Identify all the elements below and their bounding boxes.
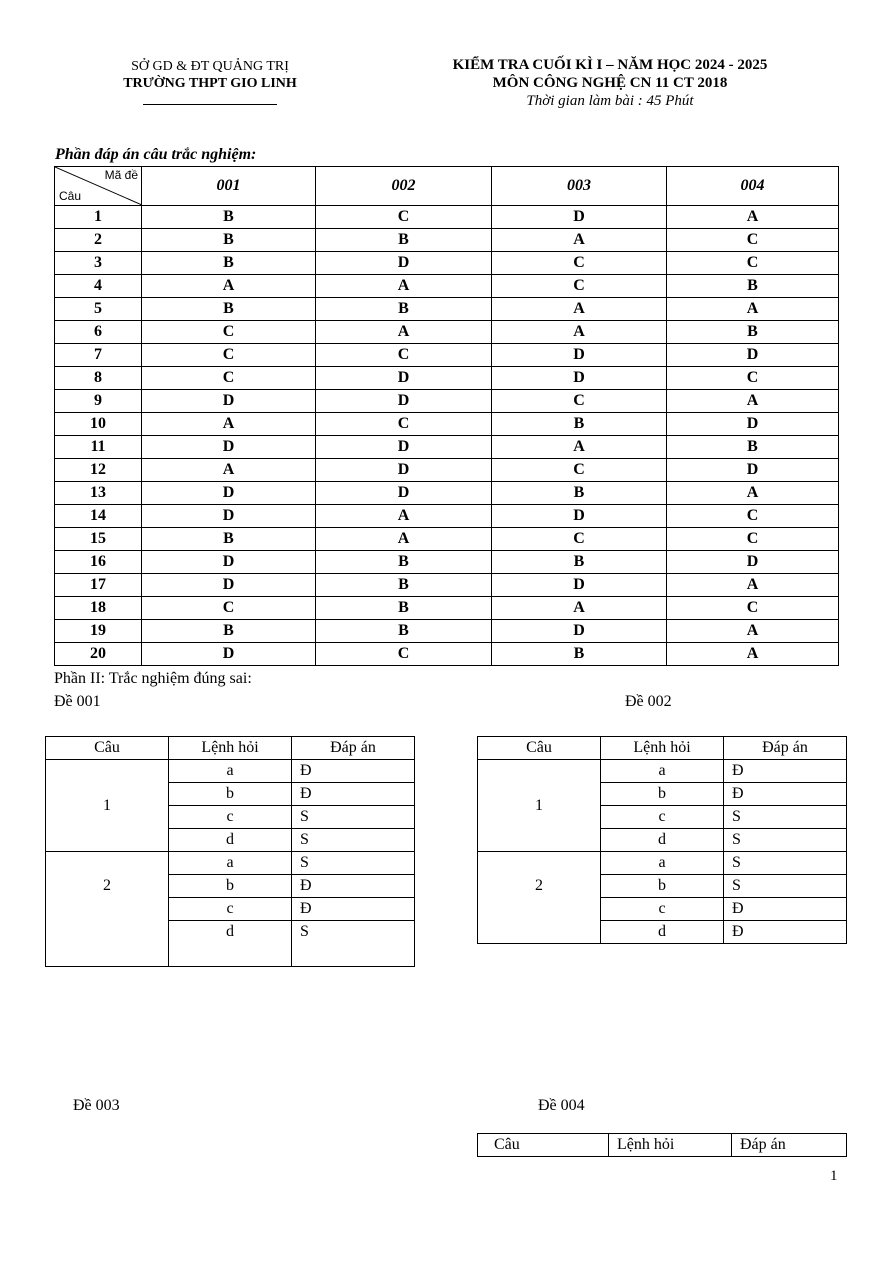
- answer-cell: D: [316, 459, 492, 482]
- question-number: 1: [55, 206, 142, 229]
- question-number: 3: [55, 252, 142, 275]
- answer-cell: S: [724, 852, 847, 875]
- answer-cell: A: [316, 528, 492, 551]
- answer-cell: C: [492, 390, 667, 413]
- table-row: [55, 252, 839, 275]
- answer-cell: C: [492, 275, 667, 298]
- col-header: Đáp án: [724, 737, 847, 760]
- answer-cell: Đ: [292, 898, 415, 921]
- sub-question: b: [601, 875, 724, 898]
- table-row: [55, 344, 839, 367]
- answer-cell: A: [316, 321, 492, 344]
- table-row: [55, 505, 839, 528]
- sub-question: b: [169, 783, 292, 806]
- sub-question: a: [169, 760, 292, 783]
- answer-cell: C: [142, 597, 316, 620]
- answer-cell: D: [667, 459, 839, 482]
- de002-label: Đề 002: [625, 693, 672, 710]
- answer-cell: C: [667, 229, 839, 252]
- answer-cell: B: [492, 482, 667, 505]
- answer-cell: C: [492, 528, 667, 551]
- question-number: 13: [55, 482, 142, 505]
- answer-cell: C: [316, 413, 492, 436]
- sub-question: b: [169, 875, 292, 898]
- part2-title: Phần II: Trắc nghiệm đúng sai:: [54, 670, 252, 687]
- question-number: 14: [55, 505, 142, 528]
- answer-cell: S: [724, 829, 847, 852]
- table-header-row: [478, 737, 847, 760]
- answer-cell: D: [316, 482, 492, 505]
- table-row: [55, 275, 839, 298]
- answer-cell: D: [142, 436, 316, 459]
- question-number: 15: [55, 528, 142, 551]
- col-header: Câu: [478, 1134, 609, 1157]
- answer-cell: A: [492, 597, 667, 620]
- answer-cell: D: [316, 390, 492, 413]
- answer-cell: A: [142, 459, 316, 482]
- answer-cell: B: [316, 229, 492, 252]
- sub-question: d: [169, 921, 292, 967]
- de002-tf-table: [477, 736, 847, 944]
- sub-question: d: [169, 829, 292, 852]
- question-number: 7: [55, 344, 142, 367]
- table-row: [55, 321, 839, 344]
- answer-cell: B: [492, 413, 667, 436]
- table-row: [55, 229, 839, 252]
- header-divider: [143, 104, 277, 105]
- answer-cell: B: [667, 436, 839, 459]
- table-row: [55, 597, 839, 620]
- answer-cell: D: [492, 344, 667, 367]
- exam-title: KIỂM TRA CUỐI KÌ I – NĂM HỌC 2024 - 2025: [452, 57, 768, 73]
- answer-cell: A: [667, 643, 839, 666]
- answer-cell: S: [292, 829, 415, 852]
- col-header: Đáp án: [732, 1134, 847, 1157]
- answer-cell: S: [292, 806, 415, 829]
- answer-cell: Đ: [724, 921, 847, 944]
- question-number: 9: [55, 390, 142, 413]
- school-name: TRƯỜNG THPT GIO LINH: [123, 76, 297, 91]
- answer-cell: C: [667, 528, 839, 551]
- table-row: [55, 206, 839, 229]
- answer-cell: A: [316, 505, 492, 528]
- table-row: [55, 390, 839, 413]
- corner-cell: [55, 167, 142, 206]
- code-header: 003: [492, 167, 667, 206]
- table-header-row: [478, 1134, 847, 1157]
- answer-cell: A: [667, 574, 839, 597]
- de004-label: Đề 004: [538, 1097, 585, 1114]
- part1-title: Phần đáp án câu trắc nghiệm:: [55, 146, 257, 163]
- question-number: 16: [55, 551, 142, 574]
- mcq-answer-table: [54, 166, 839, 666]
- answer-cell: C: [142, 367, 316, 390]
- answer-cell: D: [316, 252, 492, 275]
- answer-cell: B: [316, 551, 492, 574]
- answer-cell: C: [142, 321, 316, 344]
- table-row: [55, 551, 839, 574]
- answer-cell: S: [724, 806, 847, 829]
- answer-cell: Đ: [724, 783, 847, 806]
- question-number: 8: [55, 367, 142, 390]
- exam-duration: Thời gian làm bài : 45 Phút: [526, 93, 694, 109]
- answer-cell: B: [667, 275, 839, 298]
- table-row: [55, 367, 839, 390]
- answer-cell: D: [667, 344, 839, 367]
- answer-cell: A: [667, 620, 839, 643]
- sub-question: c: [601, 898, 724, 921]
- answer-cell: C: [667, 505, 839, 528]
- answer-cell: B: [316, 298, 492, 321]
- answer-cell: Đ: [292, 875, 415, 898]
- answer-cell: Đ: [292, 783, 415, 806]
- answer-cell: D: [142, 505, 316, 528]
- answer-cell: D: [492, 574, 667, 597]
- table-row: [478, 852, 847, 875]
- sub-question: a: [601, 760, 724, 783]
- question-number: 2: [478, 852, 601, 944]
- table-row: [478, 760, 847, 783]
- de004-tf-table: [477, 1133, 847, 1157]
- answer-cell: D: [492, 206, 667, 229]
- answer-cell: C: [667, 597, 839, 620]
- answer-cell: B: [492, 643, 667, 666]
- answer-cell: Đ: [724, 760, 847, 783]
- answer-cell: D: [492, 505, 667, 528]
- answer-cell: S: [724, 875, 847, 898]
- answer-cell: S: [292, 852, 415, 875]
- exam-header: [380, 56, 840, 110]
- answer-cell: B: [492, 551, 667, 574]
- answer-cell: C: [492, 252, 667, 275]
- sub-question: d: [601, 921, 724, 944]
- question-number: 20: [55, 643, 142, 666]
- answer-cell: C: [492, 459, 667, 482]
- department-name: SỞ GD & ĐT QUẢNG TRỊ: [131, 59, 289, 74]
- question-number: 4: [55, 275, 142, 298]
- code-header: 004: [667, 167, 839, 206]
- col-header: Lệnh hỏi: [169, 737, 292, 760]
- answer-cell: A: [667, 298, 839, 321]
- answer-cell: A: [667, 482, 839, 505]
- sub-question: a: [601, 852, 724, 875]
- answer-cell: B: [142, 252, 316, 275]
- answer-cell: D: [142, 390, 316, 413]
- table-header-row: [46, 737, 415, 760]
- question-number: 1: [46, 760, 169, 852]
- col-header: Lệnh hỏi: [609, 1134, 732, 1157]
- table-row: [55, 643, 839, 666]
- sub-question: c: [169, 898, 292, 921]
- corner-question-label: Câu: [59, 189, 82, 203]
- table-row: [55, 528, 839, 551]
- table-row: [55, 620, 839, 643]
- question-number: 19: [55, 620, 142, 643]
- answer-cell: D: [316, 436, 492, 459]
- de001-tf-table: [45, 736, 415, 967]
- answer-cell: A: [142, 413, 316, 436]
- answer-cell: D: [492, 367, 667, 390]
- answer-cell: B: [667, 321, 839, 344]
- answer-cell: D: [142, 482, 316, 505]
- answer-cell: C: [667, 252, 839, 275]
- answer-cell: B: [142, 298, 316, 321]
- table-row: [55, 482, 839, 505]
- answer-cell: A: [667, 390, 839, 413]
- question-number: 10: [55, 413, 142, 436]
- answer-cell: D: [492, 620, 667, 643]
- answer-cell: B: [142, 229, 316, 252]
- answer-cell: C: [316, 206, 492, 229]
- sub-question: b: [601, 783, 724, 806]
- school-header: [70, 58, 350, 105]
- table-row: [46, 760, 415, 783]
- corner-code-label: Mã đề: [104, 168, 138, 182]
- answer-cell: A: [492, 298, 667, 321]
- col-header: Câu: [46, 737, 169, 760]
- de001-label: Đề 001: [54, 693, 101, 710]
- answer-cell: A: [492, 321, 667, 344]
- question-number: 2: [55, 229, 142, 252]
- question-number: 17: [55, 574, 142, 597]
- code-header: 001: [142, 167, 316, 206]
- answer-cell: D: [142, 574, 316, 597]
- answer-cell: C: [316, 643, 492, 666]
- question-number: 12: [55, 459, 142, 482]
- sub-question: a: [169, 852, 292, 875]
- question-number: 2: [46, 852, 169, 967]
- table-header-row: [55, 167, 839, 206]
- question-number: 5: [55, 298, 142, 321]
- table-row: [55, 459, 839, 482]
- code-header: 002: [316, 167, 492, 206]
- table-row: [55, 298, 839, 321]
- table-row: [55, 413, 839, 436]
- subject-title: MÔN CÔNG NGHỆ CN 11 CT 2018: [492, 75, 728, 91]
- col-header: Đáp án: [292, 737, 415, 760]
- de003-label: Đề 003: [73, 1097, 120, 1114]
- answer-cell: A: [142, 275, 316, 298]
- answer-cell: C: [667, 367, 839, 390]
- answer-cell: B: [316, 620, 492, 643]
- answer-cell: Đ: [292, 760, 415, 783]
- question-number: 11: [55, 436, 142, 459]
- answer-cell: S: [292, 921, 415, 967]
- page-number: 1: [830, 1168, 838, 1184]
- sub-question: d: [601, 829, 724, 852]
- answer-cell: D: [316, 367, 492, 390]
- answer-cell: Đ: [724, 898, 847, 921]
- answer-cell: B: [316, 574, 492, 597]
- answer-cell: A: [492, 436, 667, 459]
- answer-cell: C: [316, 344, 492, 367]
- sub-question: c: [169, 806, 292, 829]
- answer-cell: B: [142, 528, 316, 551]
- answer-cell: A: [667, 206, 839, 229]
- answer-cell: B: [142, 206, 316, 229]
- question-number: 6: [55, 321, 142, 344]
- question-number: 1: [478, 760, 601, 852]
- sub-question: c: [601, 806, 724, 829]
- answer-cell: B: [316, 597, 492, 620]
- answer-cell: B: [142, 620, 316, 643]
- table-row: [55, 436, 839, 459]
- answer-cell: D: [667, 413, 839, 436]
- table-row: [46, 852, 415, 875]
- answer-cell: A: [316, 275, 492, 298]
- question-number: 18: [55, 597, 142, 620]
- answer-cell: D: [142, 551, 316, 574]
- col-header: Lệnh hỏi: [601, 737, 724, 760]
- answer-cell: D: [142, 643, 316, 666]
- answer-cell: C: [142, 344, 316, 367]
- answer-cell: A: [492, 229, 667, 252]
- col-header: Câu: [478, 737, 601, 760]
- answer-cell: D: [667, 551, 839, 574]
- table-row: [55, 574, 839, 597]
